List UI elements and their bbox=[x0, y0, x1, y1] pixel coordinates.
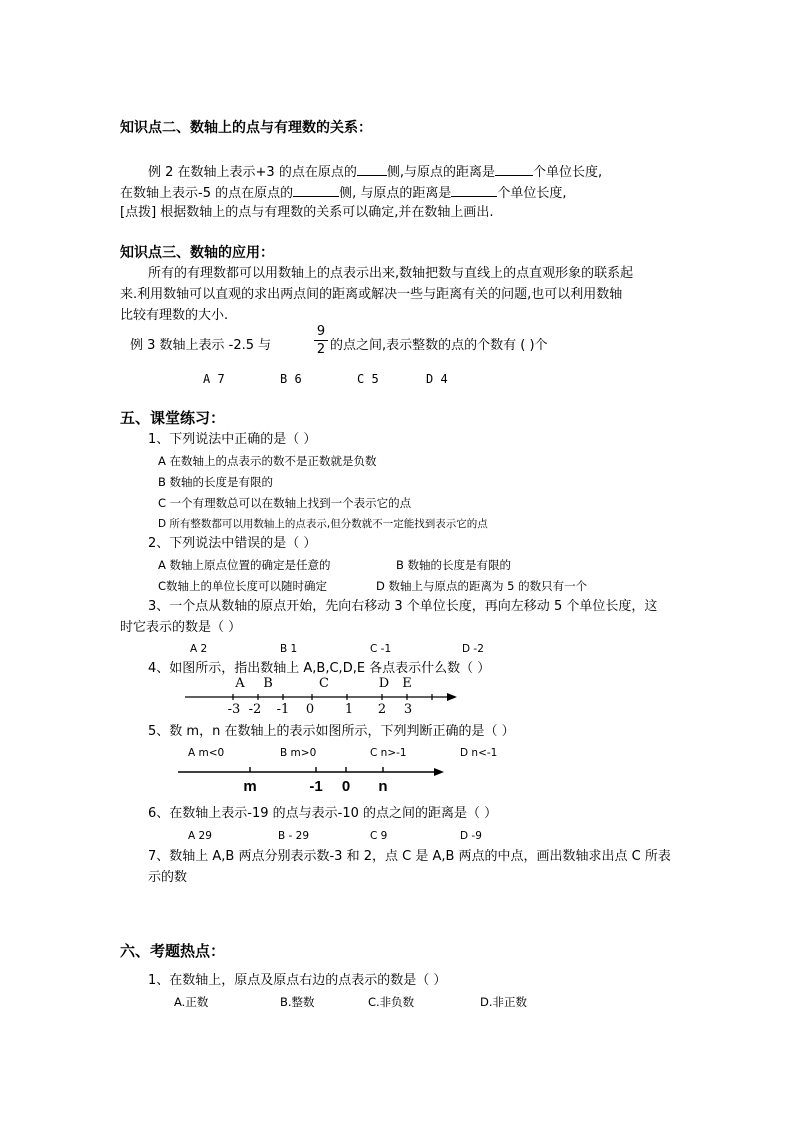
answer-blank[interactable] bbox=[357, 163, 387, 176]
tick-label: 1 bbox=[344, 702, 354, 717]
q1-option-d[interactable]: D 所有整数都可以用数轴上的点表示,但分数就不一定能找到表示它的点 bbox=[158, 518, 488, 530]
point-label-b: B bbox=[263, 676, 273, 691]
example-3-text-a: 例 3 数轴上表示 -2.5 与 bbox=[130, 338, 272, 353]
question-7-line-2: 示的数 bbox=[148, 870, 188, 885]
paragraph-line: 所有的有理数都可以用数轴上的点表示出来,数轴把数与直线上的点直观形象的联系起 bbox=[148, 266, 634, 281]
q6-option-c[interactable]: C 9 bbox=[370, 830, 388, 842]
hot-question-1: 1、在数轴上，原点及原点右边的点表示的数是（ ） bbox=[148, 973, 447, 988]
q2-option-d[interactable]: D 数轴上与原点的距离为 5 的数只有一个 bbox=[376, 579, 588, 593]
q6-option-b[interactable]: B - 29 bbox=[278, 830, 310, 842]
point-label-a: A bbox=[235, 676, 245, 691]
hot-q1-option-d[interactable]: D.非正数 bbox=[480, 995, 528, 1009]
question-6: 6、在数轴上表示-19 的点与表示-10 的点之间的距离是（ ） bbox=[148, 806, 498, 821]
question-2: 2、下列说法中错误的是（ ） bbox=[148, 536, 317, 551]
hot-q1-option-b[interactable]: B.整数 bbox=[280, 995, 315, 1009]
point-label-c: C bbox=[319, 676, 329, 691]
hint-text: [点拨] 根据数轴上的点与有理数的关系可以确定,并在数轴上画出. bbox=[120, 205, 494, 220]
question-1: 1、下列说法中正确的是（ ） bbox=[148, 432, 317, 447]
section-3-heading: 知识点三、数轴的应用： bbox=[120, 245, 274, 261]
question-4: 4、如图所示，指出数轴上 A,B,C,D,E 各点表示什么数（ ） bbox=[148, 661, 491, 676]
q3-option-d[interactable]: D -2 bbox=[462, 643, 484, 655]
tick-label: 2 bbox=[377, 702, 387, 717]
section-6-heading: 六、考题热点： bbox=[120, 942, 226, 960]
option-a[interactable]: A 7 bbox=[203, 372, 225, 386]
tick-label: m bbox=[243, 778, 257, 795]
tick-label: -3 bbox=[227, 702, 241, 717]
section-2-heading: 知识点二、数轴上的点与有理数的关系： bbox=[120, 120, 372, 136]
q1-option-c[interactable]: C 一个有理数总可以在数轴上找到一个表示它的点 bbox=[158, 496, 412, 510]
question-3-line-1: 3、一个点从数轴的原点开始，先向右移动 3 个单位长度，再向左移动 5 个单位长度，这 bbox=[148, 599, 658, 614]
q5-option-b[interactable]: B m>0 bbox=[280, 747, 317, 759]
answer-blank[interactable] bbox=[495, 163, 533, 176]
example-2-line-2: 在数轴上表示-5 的点在原点的 侧, 与原点的距离是 个单位长度, bbox=[120, 186, 567, 201]
example-2-line-1: 例 2 在数轴上表示+3 的点在原点的 侧,与原点的距离是 个单位长度, bbox=[148, 165, 603, 180]
example-3-text-b: 的点之间,表示整数的点的个数有 ( )个 bbox=[330, 338, 548, 353]
section-5-heading: 五、课堂练习： bbox=[120, 409, 226, 427]
q6-option-a[interactable]: A 29 bbox=[188, 830, 212, 842]
option-b[interactable]: B 6 bbox=[280, 372, 302, 386]
answer-blank[interactable] bbox=[451, 184, 497, 197]
tick-label: -2 bbox=[248, 702, 262, 717]
tick-label: -1 bbox=[276, 702, 290, 717]
paragraph-line: 比较有理数的大小. bbox=[120, 308, 229, 323]
q3-option-a[interactable]: A 2 bbox=[190, 643, 208, 655]
q1-option-a[interactable]: A 在数轴上的点表示的数不是正数就是负数 bbox=[158, 454, 377, 468]
tick-label: n bbox=[378, 778, 388, 795]
point-label-e: E bbox=[402, 676, 412, 691]
q6-option-d[interactable]: D -9 bbox=[460, 830, 482, 842]
q2-option-c[interactable]: C数轴上的单位长度可以随时确定 bbox=[158, 579, 328, 593]
q5-option-a[interactable]: A m<0 bbox=[188, 747, 225, 759]
option-c[interactable]: C 5 bbox=[357, 372, 379, 386]
q3-option-c[interactable]: C -1 bbox=[370, 643, 392, 655]
question-7-line-1: 7、数轴上 A,B 两点分别表示数-3 和 2，点 C 是 A,B 两点的中点，画出数轴求出点 C 所表 bbox=[148, 849, 671, 864]
point-label-d: D bbox=[378, 676, 390, 691]
paragraph-line: 来.利用数轴可以直观的求出两点间的距离或解决一些与距离有关的问题,也可以利用数轴 bbox=[120, 287, 623, 302]
q5-option-c[interactable]: C n>-1 bbox=[370, 747, 407, 759]
q2-option-a[interactable]: A 数轴上原点位置的确定是任意的 bbox=[158, 558, 331, 572]
q5-option-d[interactable]: D n<-1 bbox=[460, 747, 498, 759]
tick-label: 3 bbox=[403, 702, 413, 717]
hot-q1-option-a[interactable]: A.正数 bbox=[174, 995, 209, 1009]
question-5: 5、数 m，n 在数轴上的表示如图所示，下列判断正确的是（ ） bbox=[148, 724, 515, 739]
tick-label: 0 bbox=[305, 702, 315, 717]
tick-label: -1 bbox=[309, 778, 323, 795]
fraction-nine-halves: 9 2 bbox=[314, 324, 328, 357]
answer-blank[interactable] bbox=[293, 184, 339, 197]
q3-option-b[interactable]: B 1 bbox=[280, 643, 298, 655]
option-d[interactable]: D 4 bbox=[426, 372, 448, 386]
hot-q1-option-c[interactable]: C.非负数 bbox=[368, 995, 415, 1009]
tick-label: 0 bbox=[341, 778, 351, 795]
q1-option-b[interactable]: B 数轴的长度是有限的 bbox=[158, 475, 274, 489]
q2-option-b[interactable]: B 数轴的长度是有限的 bbox=[396, 558, 512, 572]
question-3-line-2: 时它表示的数是（ ） bbox=[120, 620, 242, 635]
